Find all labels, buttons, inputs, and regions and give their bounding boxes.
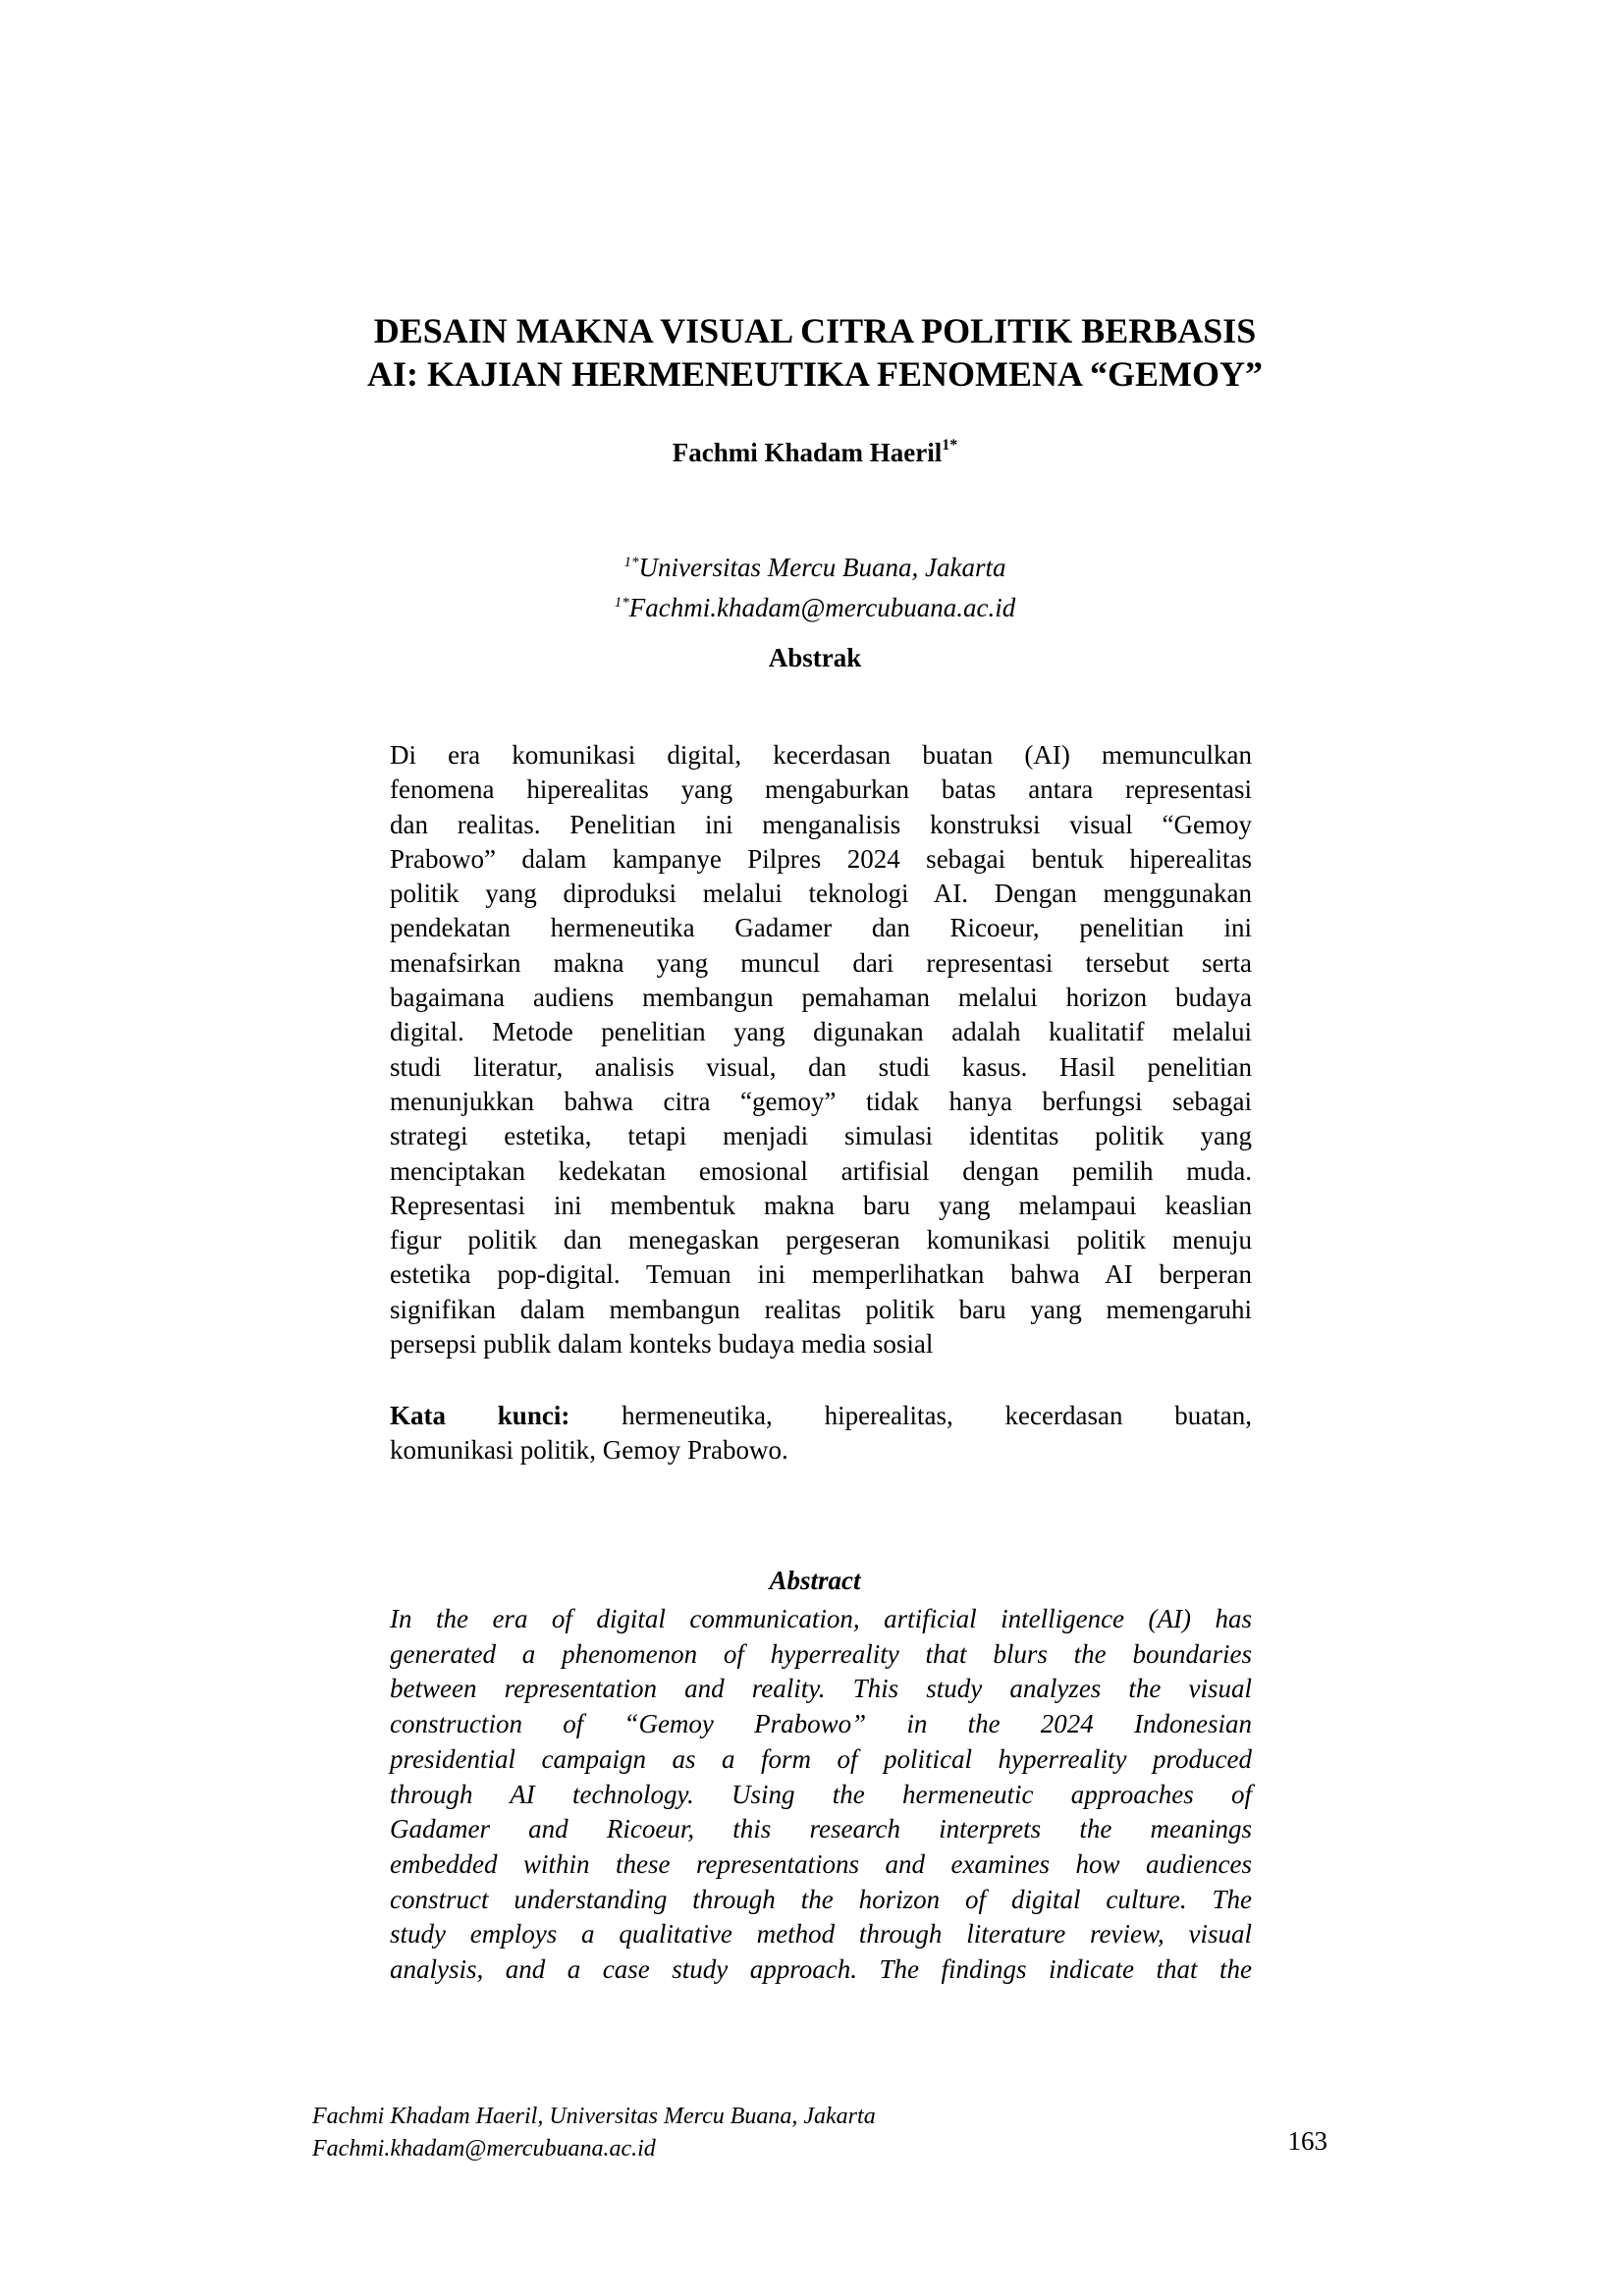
affiliation-email-line — [245, 585, 1384, 625]
abstract-line: In the era of digital communication, artificial intelligence (AI) has — [390, 1604, 1252, 1633]
abstrak-line: menunjukkan bahwa citra “gemoy” tidak hanya berfungsi sebagai — [390, 1086, 1252, 1116]
abstrak-line: menafsirkan makna yang muncul dari representasi tersebut serta — [390, 947, 1252, 978]
abstrak-line: strategi estetika, tetapi menjadi simulasi identitas politik yang — [390, 1121, 1252, 1151]
abstrak-line: studi literatur, analisis visual, dan studi kasus. Hasil penelitian — [390, 1051, 1252, 1082]
abstract-line: between representation and reality. This study analyzes the visual — [390, 1674, 1252, 1704]
abstrak-line: Prabowo” dalam kampanye Pilpres 2024 sebagai bentuk hiperealitas — [390, 843, 1252, 874]
paper-title — [245, 309, 1384, 396]
title-line-2: AI: KAJIAN HERMENEUTIKA FENOMENA “GEMOY” — [366, 354, 1264, 394]
abstrak-line: signifikan dalam membangun realitas politik baru yang memengaruhi — [390, 1294, 1252, 1324]
abstract-line: construct understanding through the horizon of digital culture. The — [390, 1884, 1252, 1914]
abstrak-line: Di era komunikasi digital, kecerdasan buatan (AI) memunculkan — [390, 740, 1252, 770]
affiliation-marker-2: 1* — [614, 595, 629, 611]
author-name: Fachmi Khadam Haeril — [672, 438, 943, 467]
abstract-line: Gadamer and Ricoeur, this research interprets the meanings — [390, 1814, 1252, 1844]
keywords-line-2: komunikasi politik, Gemoy Prabowo. — [390, 1435, 788, 1466]
author-marker: 1* — [942, 437, 958, 454]
abstract-body — [390, 1602, 1252, 1988]
abstrak-line: fenomena hiperealitas yang mengaburkan batas antara representasi — [390, 774, 1252, 805]
author — [245, 437, 1384, 468]
abstrak-line: menciptakan kedekatan emosional artifisial dengan pemilih muda. — [390, 1155, 1252, 1186]
keywords-text-1: hermeneutika, hiperealitas, kecerdasan buatan, — [622, 1401, 1252, 1430]
footer-author-line: Fachmi Khadam Haeril, Universitas Mercu Buana, Jakarta — [312, 2104, 876, 2129]
abstrak-line: bagaimana audiens membangun pemahaman melalui horizon budaya — [390, 983, 1252, 1013]
abstract-line: construction of “Gemoy Prabowo” in the 2024 Indonesian — [390, 1709, 1252, 1739]
abstract-heading: Abstract — [769, 1566, 861, 1595]
abstrak-line: dan realitas. Penelitian ini menganalisis konstruksi visual “Gemoy — [390, 809, 1252, 839]
abstrak-heading: Abstrak — [768, 643, 862, 672]
abstrak-body — [390, 738, 1252, 1362]
affiliation-marker-1: 1* — [623, 555, 639, 570]
affiliation-email: Fachmi.khadam@mercubuana.ac.id — [628, 593, 1016, 622]
abstrak-line: persepsi publik dalam konteks budaya media sosial — [390, 1329, 934, 1360]
abstract-line: presidential campaign as a form of political hyperreality produced — [390, 1743, 1252, 1774]
abstrak-line: figur politik dan menegaskan pergeseran komunikasi politik menuju — [390, 1225, 1252, 1255]
affiliation-institution: Universitas Mercu Buana, Jakarta — [638, 553, 1006, 582]
abstrak-line: digital. Metode penelitian yang digunakan adalah kualitatif melalui — [390, 1017, 1252, 1047]
abstract-line: analysis, and a case study approach. The findings indicate that the — [390, 1954, 1252, 1985]
keywords-line-1 — [390, 1399, 1252, 1433]
affiliation-institution-line — [245, 545, 1384, 585]
page-number: 163 — [1287, 2126, 1327, 2156]
abstract-line: study employs a qualitative method through literature review, visual — [390, 1919, 1252, 1949]
abstrak-line: pendekatan hermeneutika Gadamer dan Ricoeur, penelitian ini — [390, 913, 1252, 943]
abstrak-line: estetika pop-digital. Temuan ini memperlihatkan bahwa AI berperan — [390, 1259, 1252, 1290]
abstrak-line: Representasi ini membentuk makna baru yang melampaui keaslian — [390, 1190, 1252, 1220]
page-footer — [312, 2101, 1196, 2165]
footer-email-line: Fachmi.khadam@mercubuana.ac.id — [312, 2136, 656, 2162]
abstrak-line: politik yang diproduksi melalui teknologi AI. Dengan menggunakan — [390, 879, 1252, 909]
keywords-label: Kata kunci: — [390, 1401, 570, 1430]
title-line-1: DESAIN MAKNA VISUAL CITRA POLITIK BERBASIS — [373, 311, 1257, 350]
affiliation — [245, 545, 1384, 625]
keywords — [390, 1399, 1252, 1468]
abstract-line: embedded within these representations and examines how audiences — [390, 1848, 1252, 1879]
abstract-line: through AI technology. Using the hermeneutic approaches of — [390, 1779, 1252, 1809]
abstract-line: generated a phenomenon of hyperreality that blurs the boundaries — [390, 1638, 1252, 1669]
